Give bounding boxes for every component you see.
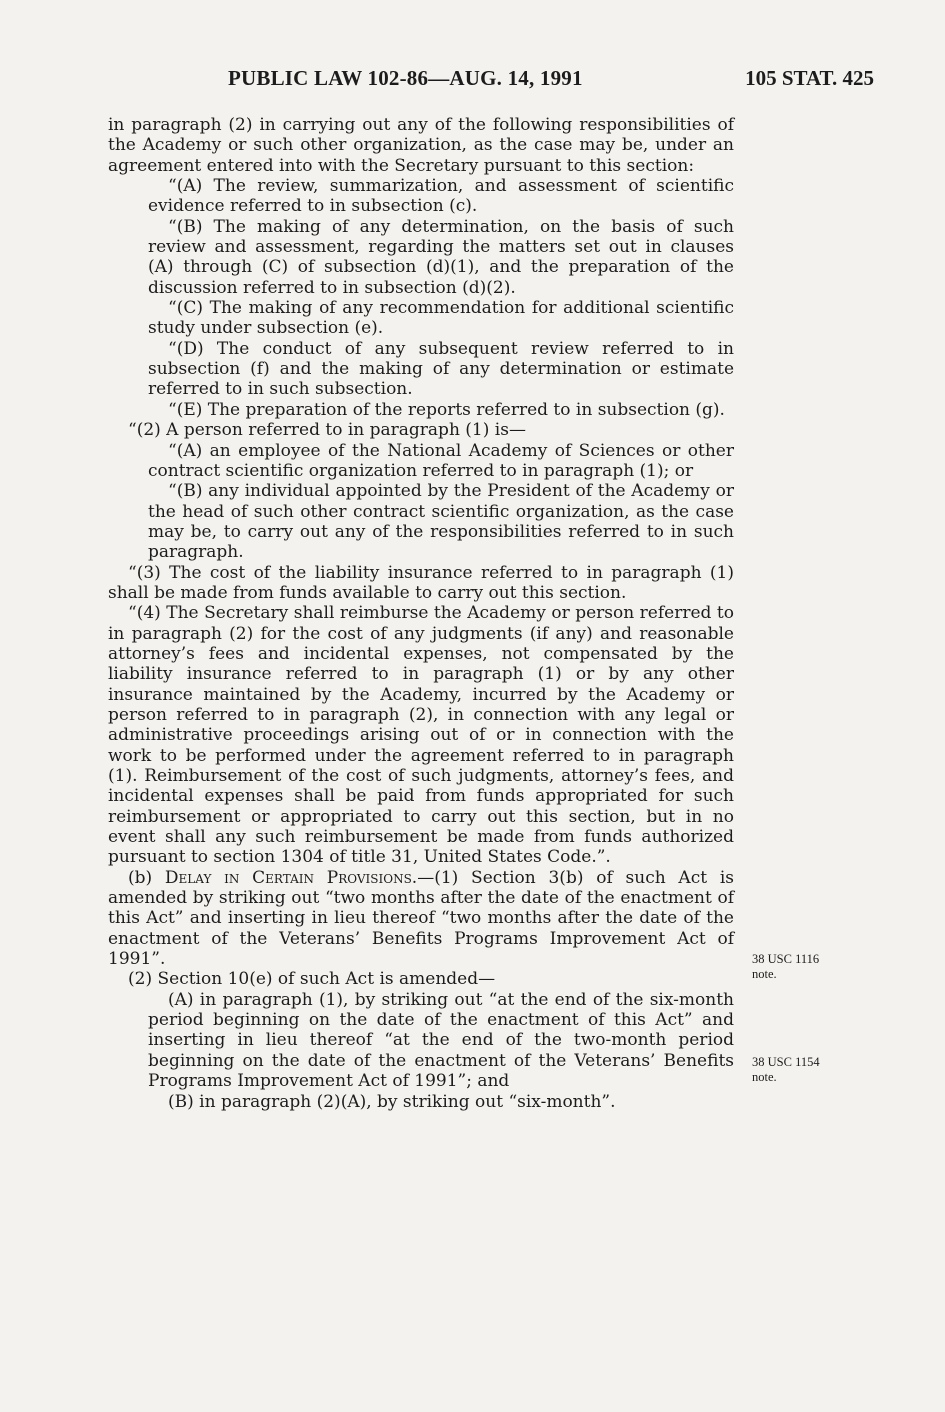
margin-note-1154	[752, 1055, 862, 1085]
page-header	[108, 66, 874, 98]
margin-note-1154-citation: 38 USC 1154	[752, 1055, 820, 1069]
margin-note-1116-citation: 38 USC 1116	[752, 952, 820, 966]
clause-e: “(E) The preparation of the reports referred to in subsection (g).	[168, 399, 725, 420]
body-text	[108, 115, 734, 1112]
clause-a: “(A) The review, summarization, and assessment of scientific evidence referred to in subsection (c).	[148, 176, 734, 217]
margin-note-1116	[752, 952, 862, 982]
paragraph-continuation: in paragraph (2) in carrying out any of the following responsibilities of the Academy or such other organization, as the case may be, under an agreement entered into with the Secretary pursuant to this section:	[108, 115, 734, 176]
subsection-b-paragraph-2: (2) Section 10(e) of such Act is amended—	[128, 969, 496, 990]
paragraph-2-clause-a: “(A) an employee of the National Academy of Sciences or other contract scientific organization referred to in paragraph (1); or	[148, 440, 734, 481]
subsection-b-heading: Delay in Certain Provisions	[164, 867, 412, 888]
subsection-b	[108, 868, 734, 970]
margin-note-1154-label: note.	[752, 1070, 777, 1084]
subsection-b-clause-b: (B) in paragraph (2)(A), by striking out “six-month”.	[168, 1091, 616, 1112]
paragraph-2: “(2) A person referred to in paragraph (1) is—	[128, 420, 526, 441]
clause-c: “(C) The making of any recommendation for additional scientific study under subsection (e).	[148, 298, 734, 339]
header-stat-citation: 105 STAT. 425	[745, 66, 874, 90]
paragraph-3: “(3) The cost of the liability insurance referred to in paragraph (1) shall be made from funds available to carry out this section.	[108, 562, 734, 603]
subsection-b-clause-a: (A) in paragraph (1), by striking out “at the end of the six-month period beginning on the date of the enactment of this Act” and inserting in lieu thereof “at the end of the two-month period beginning on the date of the enactment of the Veterans’ Benefits Programs Improvement Act of 1991”; and	[148, 989, 734, 1092]
paragraph-4: “(4) The Secretary shall reimburse the Academy or person referred to in paragraph (2) for the cost of any judgments (if any) and reasonable attorney’s fees and incidental expenses, not compensated by the liability insurance referred to in paragraph (1) or by any other insurance maintained by the Academy, incurred by the Academy or person referred to in paragraph (2), in connection with any legal or administrative proceedings arising out of or in connection with the work to be performed under the agreement referred to in paragraph (1). Reimbursement of the cost of such judgments, attorney’s fees, and incidental expenses shall be paid from funds appropriated for such reimbursement or appropriated to carry out this section, but in no event shall any such reimbursement be made from funds authorized pursuant to section 1304 of title 31, United States Code.”.	[108, 603, 734, 868]
subsection-b-lead: (b)	[128, 867, 165, 888]
margin-note-1116-label: note.	[752, 967, 777, 981]
paragraph-2-clause-b: “(B) any individual appointed by the President of the Academy or the head of such other contract scientific organization, as the case may be, to carry out any of the responsibilities referred to in such paragraph.	[148, 481, 734, 563]
header-title: PUBLIC LAW 102-86—AUG. 14, 1991	[228, 66, 583, 90]
clause-b: “(B) The making of any determination, on the basis of such review and assessment, regarding the matters set out in clauses (A) through (C) of subsection (d)(1), and the preparation of the discussion referred to in subsection (d)(2).	[148, 216, 734, 298]
clause-d: “(D) The conduct of any subsequent review referred to in subsection (f) and the making of any determination or estimate referred to in such subsection.	[148, 338, 734, 400]
subsection-b-text: .—(1) Section 3(b) of such Act is amended by striking out “two months after the date of the enactment of this Act” and inserting in lieu thereof “two months after the date of the enactment of the Veterans’ Benefits Programs Improvement Act of 1991”.	[108, 867, 734, 970]
